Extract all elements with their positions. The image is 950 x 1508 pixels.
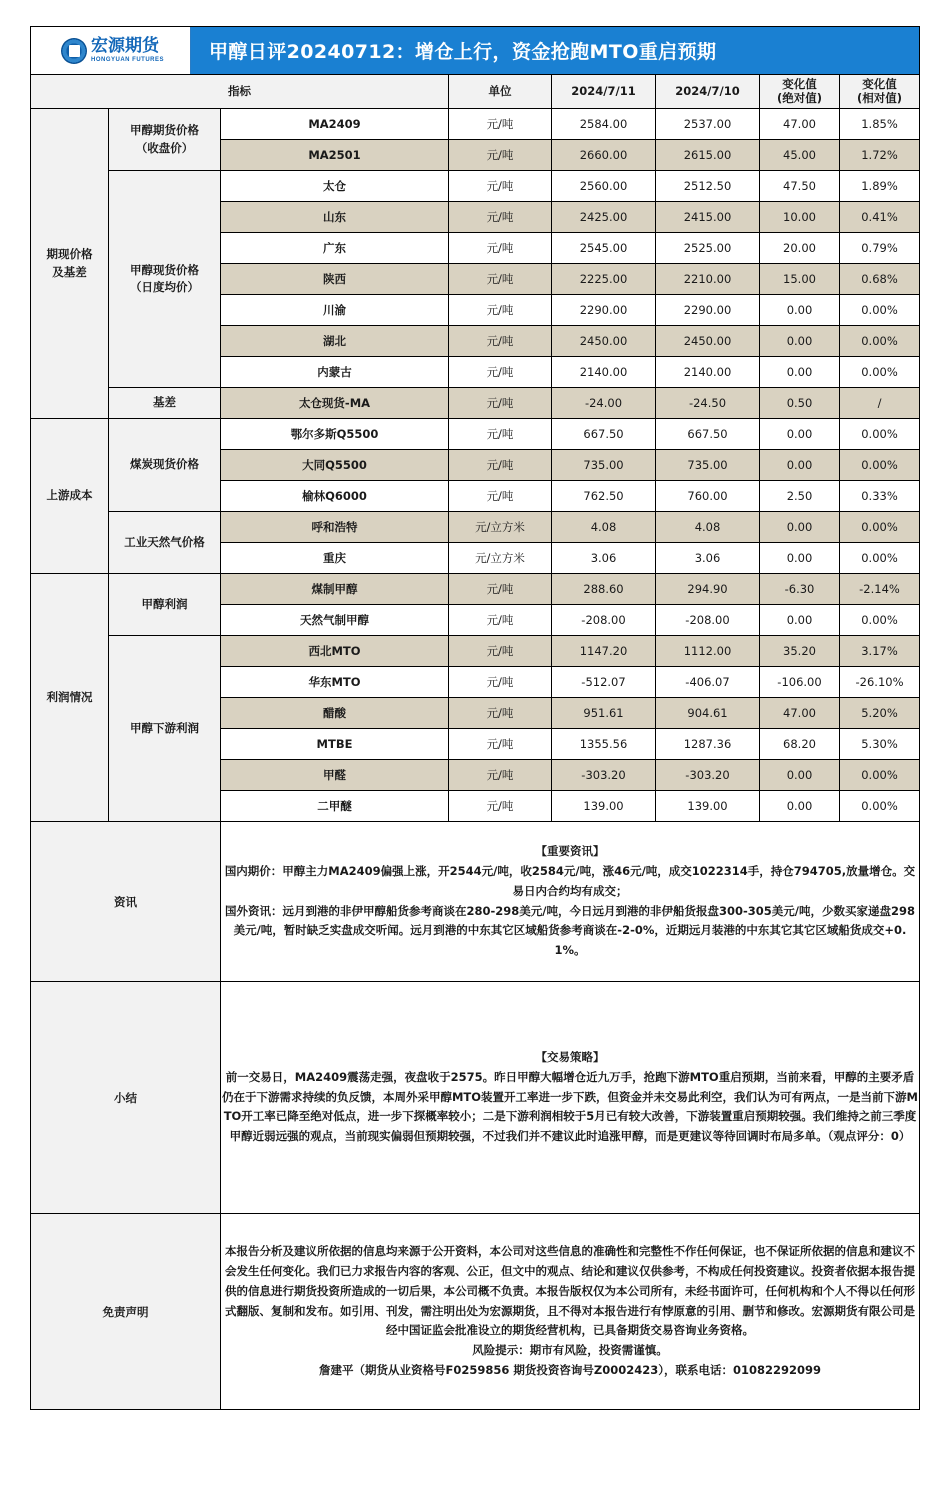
row-value-previous: 2525.00 (656, 233, 760, 264)
col-header-unit: 单位 (449, 75, 552, 109)
section-row-news (31, 822, 920, 982)
subgroup-label-1-3: 基差 (109, 388, 221, 419)
section-paragraph: 前一交易日，MA2409震荡走强，夜盘收于2575。昨日甲醇大幅增仓近九万手，抢跑下游MTO重启预期，当前来看，甲醇的主要矛盾仍在于下游需求持续的负反馈，本周外采甲醇MTO装置开工率进一步下跌，但资金并未交易此利空，我们认为可有两点，一是当前下游MTO开工率已降至绝对低点，进一步下探概率较小；二是下游利润相较于5月已有较大改善，下游装置重启预期较强。我们维持之前三季度甲醇近弱远强的观点，当前现实偏弱但预期较强，不过我们并不建议此时追涨甲醇，而是更建议等待回调时布局多单。（观点评分：0） (221, 1069, 918, 1144)
row-unit: 元/吨 (449, 450, 552, 481)
row-change-relative: 0.79% (840, 233, 920, 264)
row-value-current: 951.61 (552, 698, 656, 729)
row-value-previous: 2210.00 (656, 264, 760, 295)
subgroup-label-3-1: 甲醇利润 (109, 574, 221, 636)
row-change-relative: 0.00% (840, 791, 920, 822)
table-header-row (31, 75, 920, 109)
row-value-previous: 2537.00 (656, 109, 760, 140)
row-unit: 元/吨 (449, 698, 552, 729)
row-change-relative: 0.00% (840, 295, 920, 326)
row-indicator-name: 华东MTO (221, 667, 449, 698)
row-change-absolute: 0.00 (760, 791, 840, 822)
section-body-news (221, 822, 920, 982)
row-change-relative: 0.33% (840, 481, 920, 512)
row-value-previous: 1112.00 (656, 636, 760, 667)
row-unit: 元/吨 (449, 388, 552, 419)
row-value-previous: 2450.00 (656, 326, 760, 357)
section-label-news: 资讯 (31, 822, 221, 982)
row-change-absolute: -6.30 (760, 574, 840, 605)
row-indicator-name: 广东 (221, 233, 449, 264)
section-paragraph: 【重要资讯】 (535, 844, 605, 859)
row-value-current: 3.06 (552, 543, 656, 574)
row-indicator-name: 内蒙古 (221, 357, 449, 388)
row-value-previous: 2415.00 (656, 202, 760, 233)
section-paragraph: 国内期价：甲醇主力MA2409偏强上涨，开2544元/吨，收2584元/吨，涨46元/吨，成交1022314手，持仓794705,放量增仓。交易日内合约均有成交； (224, 863, 916, 898)
row-value-previous: 294.90 (656, 574, 760, 605)
col-header-indicator: 指标 (31, 75, 449, 109)
row-indicator-name: MA2409 (221, 109, 449, 140)
row-change-relative: -2.14% (840, 574, 920, 605)
row-unit: 元/吨 (449, 729, 552, 760)
row-value-previous: -406.07 (656, 667, 760, 698)
subgroup-label-1-1: 甲醇期货价格 （收盘价） (109, 109, 221, 171)
row-value-current: 2140.00 (552, 357, 656, 388)
logo-company-name-cn: 宏源期货 (90, 36, 159, 56)
col-header-change-absolute: 变化值 (绝对值) (760, 75, 840, 109)
row-indicator-name: 天然气制甲醇 (221, 605, 449, 636)
row-unit: 元/吨 (449, 605, 552, 636)
row-change-relative: 0.00% (840, 326, 920, 357)
row-value-previous: 2615.00 (656, 140, 760, 171)
row-unit: 元/吨 (449, 667, 552, 698)
row-change-relative: 0.00% (840, 419, 920, 450)
row-indicator-name: 煤制甲醇 (221, 574, 449, 605)
row-indicator-name: 西北MTO (221, 636, 449, 667)
section-body-disclaimer (221, 1214, 920, 1410)
row-unit: 元/吨 (449, 171, 552, 202)
table-row (31, 109, 920, 140)
row-change-absolute: 0.00 (760, 295, 840, 326)
row-value-current: 667.50 (552, 419, 656, 450)
table-body (31, 75, 920, 1410)
section-paragraph: 本报告分析及建议所依据的信息均来源于公开资料，本公司对这些信息的准确性和完整性不作任何保证，也不保证所依据的信息和建议不会发生任何变化。我们已力求报告内容的客观、公正，但文中的观点、结论和建议仅供参考，不构成任何投资建议。投资者依据本报告提供的信息进行期货投资所造成的一切后果，本公司概不负责。本报告版权仅为本公司所有，未经书面许可，任何机构和个人不得以任何形式翻版、复制和发布。如引用、刊发，需注明出处为宏源期货，且不得对本报告进行有悖原意的引用、删节和修改。宏源期货有限公司是经中国证监会批准设立的期货经营机构，已具备期货交易咨询业务资格。 (225, 1244, 915, 1338)
row-change-absolute: 47.00 (760, 698, 840, 729)
row-unit: 元/吨 (449, 326, 552, 357)
row-change-absolute: 0.00 (760, 450, 840, 481)
row-change-absolute: 0.00 (760, 512, 840, 543)
row-value-current: 1355.56 (552, 729, 656, 760)
row-change-absolute: 68.20 (760, 729, 840, 760)
row-value-current: 762.50 (552, 481, 656, 512)
row-value-current: 2425.00 (552, 202, 656, 233)
report-titlebar (30, 26, 920, 74)
row-value-previous: 2290.00 (656, 295, 760, 326)
section-label-disclaimer: 免责声明 (31, 1214, 221, 1410)
row-change-absolute: 15.00 (760, 264, 840, 295)
row-value-previous: 667.50 (656, 419, 760, 450)
row-value-previous: 1287.36 (656, 729, 760, 760)
row-value-current: 4.08 (552, 512, 656, 543)
row-unit: 元/吨 (449, 264, 552, 295)
row-change-absolute: 47.50 (760, 171, 840, 202)
table-row (31, 636, 920, 667)
row-unit: 元/吨 (449, 357, 552, 388)
row-value-previous: 3.06 (656, 543, 760, 574)
row-change-relative: -26.10% (840, 667, 920, 698)
row-unit: 元/吨 (449, 295, 552, 326)
subgroup-label-3-2: 甲醇下游利润 (109, 636, 221, 822)
row-indicator-name: 太仓 (221, 171, 449, 202)
row-change-relative: 5.30% (840, 729, 920, 760)
row-value-previous: 4.08 (656, 512, 760, 543)
row-indicator-name: 榆林Q6000 (221, 481, 449, 512)
row-value-current: 2450.00 (552, 326, 656, 357)
row-change-absolute: 0.00 (760, 605, 840, 636)
row-change-relative: 0.00% (840, 357, 920, 388)
row-unit: 元/立方米 (449, 543, 552, 574)
row-value-previous: 2140.00 (656, 357, 760, 388)
row-indicator-name: 太仓现货-MA (221, 388, 449, 419)
row-value-current: 2290.00 (552, 295, 656, 326)
row-change-relative: 0.00% (840, 543, 920, 574)
row-value-previous: -24.50 (656, 388, 760, 419)
row-change-relative: 0.00% (840, 450, 920, 481)
row-unit: 元/吨 (449, 419, 552, 450)
row-change-absolute: 0.00 (760, 419, 840, 450)
row-change-absolute: 35.20 (760, 636, 840, 667)
section-row-summary (31, 982, 920, 1214)
row-unit: 元/吨 (449, 109, 552, 140)
table-row (31, 574, 920, 605)
methanol-data-table (30, 74, 920, 1410)
section-paragraph: 【交易策略】 (535, 1050, 605, 1065)
table-row (31, 171, 920, 202)
row-value-current: -512.07 (552, 667, 656, 698)
row-value-previous: -208.00 (656, 605, 760, 636)
group-label-3: 利润情况 (31, 574, 109, 822)
row-indicator-name: 山东 (221, 202, 449, 233)
row-change-relative: / (840, 388, 920, 419)
row-change-relative: 1.72% (840, 140, 920, 171)
row-value-current: 2225.00 (552, 264, 656, 295)
row-change-absolute: 2.50 (760, 481, 840, 512)
row-change-relative: 0.00% (840, 760, 920, 791)
row-change-absolute: 47.00 (760, 109, 840, 140)
row-indicator-name: 湖北 (221, 326, 449, 357)
section-paragraph: 国外资讯：远月到港的非伊甲醇船货参考商谈在280-298美元/吨，今日远月到港的非伊船货报盘300-305美元/吨，少数买家递盘298美元/吨，暂时缺乏实盘成交听闻。远月到港的中东其它区域船货参考商谈在-2-0%，近期远月装港的中东其它其它区域船货成交+0.1%。 (225, 903, 915, 958)
row-change-absolute: 0.50 (760, 388, 840, 419)
subgroup-label-2-1: 煤炭现货价格 (109, 419, 221, 512)
row-value-previous: 904.61 (656, 698, 760, 729)
row-indicator-name: 大同Q5500 (221, 450, 449, 481)
row-change-absolute: 20.00 (760, 233, 840, 264)
row-unit: 元/立方米 (449, 512, 552, 543)
row-value-current: 2660.00 (552, 140, 656, 171)
row-change-relative: 0.00% (840, 605, 920, 636)
subgroup-label-2-2: 工业天然气价格 (109, 512, 221, 574)
row-unit: 元/吨 (449, 202, 552, 233)
row-value-current: 139.00 (552, 791, 656, 822)
row-indicator-name: 呼和浩特 (221, 512, 449, 543)
row-change-relative: 0.00% (840, 512, 920, 543)
row-unit: 元/吨 (449, 140, 552, 171)
table-row (31, 388, 920, 419)
row-value-current: -24.00 (552, 388, 656, 419)
col-header-date-previous: 2024/7/10 (656, 75, 760, 109)
row-indicator-name: 醋酸 (221, 698, 449, 729)
section-row-disclaimer (31, 1214, 920, 1410)
row-unit: 元/吨 (449, 574, 552, 605)
group-label-1: 期现价格 及基差 (31, 109, 109, 419)
table-row (31, 419, 920, 450)
row-indicator-name: MA2501 (221, 140, 449, 171)
section-label-summary: 小结 (31, 982, 221, 1214)
row-change-relative: 0.68% (840, 264, 920, 295)
row-change-absolute: 0.00 (760, 357, 840, 388)
row-change-absolute: 0.00 (760, 326, 840, 357)
row-value-current: -208.00 (552, 605, 656, 636)
row-indicator-name: 甲醛 (221, 760, 449, 791)
col-header-date-current: 2024/7/11 (552, 75, 656, 109)
row-value-previous: 139.00 (656, 791, 760, 822)
row-change-relative: 1.89% (840, 171, 920, 202)
row-value-current: 735.00 (552, 450, 656, 481)
row-indicator-name: 陕西 (221, 264, 449, 295)
row-value-previous: 735.00 (656, 450, 760, 481)
table-row (31, 512, 920, 543)
row-change-absolute: 0.00 (760, 543, 840, 574)
row-unit: 元/吨 (449, 791, 552, 822)
row-value-current: 2545.00 (552, 233, 656, 264)
subgroup-label-1-2: 甲醇现货价格 （日度均价） (109, 171, 221, 388)
row-unit: 元/吨 (449, 760, 552, 791)
report-title (191, 27, 919, 74)
row-indicator-name: MTBE (221, 729, 449, 760)
row-value-current: -303.20 (552, 760, 656, 791)
row-change-absolute: -106.00 (760, 667, 840, 698)
group-label-2: 上游成本 (31, 419, 109, 574)
logo-company-name-en: HONGYUAN FUTURES (90, 57, 164, 63)
row-value-current: 288.60 (552, 574, 656, 605)
row-indicator-name: 二甲醚 (221, 791, 449, 822)
col-header-change-relative: 变化值 (相对值) (840, 75, 920, 109)
row-value-previous: -303.20 (656, 760, 760, 791)
row-change-relative: 1.85% (840, 109, 920, 140)
row-value-current: 1147.20 (552, 636, 656, 667)
row-indicator-name: 川渝 (221, 295, 449, 326)
section-body-summary (221, 982, 920, 1214)
row-indicator-name: 重庆 (221, 543, 449, 574)
section-paragraph: 詹建平（期货从业资格号F0259856 期货投资咨询号Z0002423），联系电话：01082292099 (319, 1362, 821, 1377)
row-change-absolute: 0.00 (760, 760, 840, 791)
company-logo (31, 27, 191, 74)
logo-mark-icon (61, 38, 87, 64)
row-change-absolute: 45.00 (760, 140, 840, 171)
row-unit: 元/吨 (449, 636, 552, 667)
row-change-relative: 3.17% (840, 636, 920, 667)
row-change-relative: 0.41% (840, 202, 920, 233)
row-indicator-name: 鄂尔多斯Q5500 (221, 419, 449, 450)
row-value-previous: 2512.50 (656, 171, 760, 202)
section-paragraph: 风险提示：期市有风险，投资需谨慎。 (472, 1343, 668, 1358)
report-title-text: 甲醇日评20240712：增仓上行，资金抢跑MTO重启预期 (209, 41, 717, 63)
row-change-absolute: 10.00 (760, 202, 840, 233)
row-change-relative: 5.20% (840, 698, 920, 729)
row-value-current: 2560.00 (552, 171, 656, 202)
row-value-current: 2584.00 (552, 109, 656, 140)
row-unit: 元/吨 (449, 481, 552, 512)
row-unit: 元/吨 (449, 233, 552, 264)
row-value-previous: 760.00 (656, 481, 760, 512)
